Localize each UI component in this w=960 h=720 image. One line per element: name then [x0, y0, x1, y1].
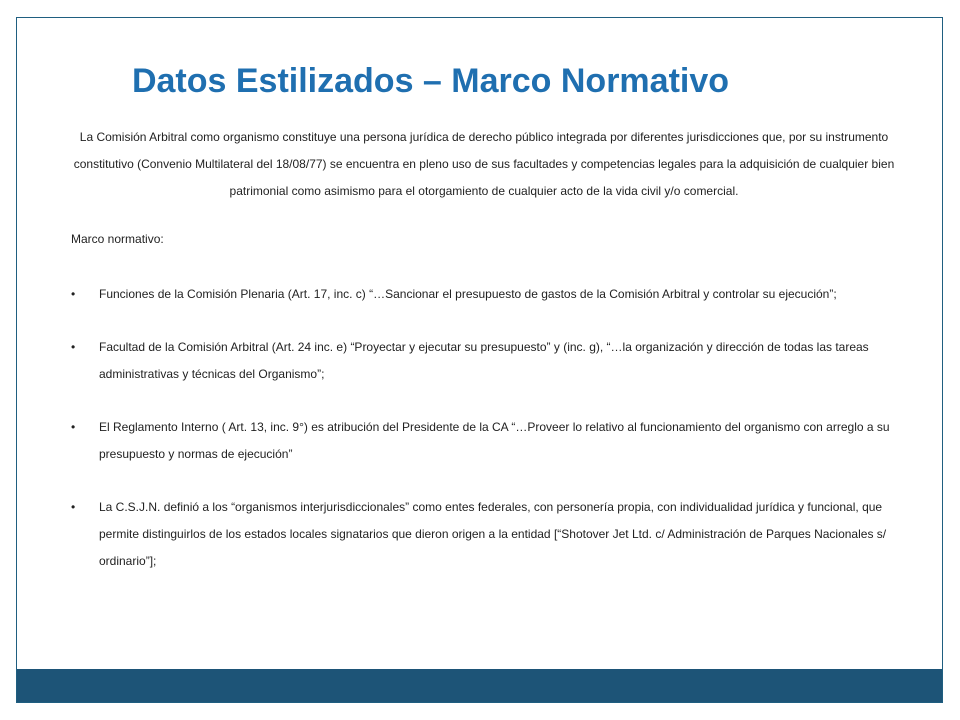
bullet-icon: • [71, 420, 76, 434]
intro-paragraph: La Comisión Arbitral como organismo constituye una persona jurídica de derecho público integrada por diferentes jurisdicciones que, por su instrumento constitutivo (Convenio Multilateral del 18/08/77) se encuentra en pleno uso de sus facultades y competencias legales para la adquisición de cualquier bien patrimonial como asimismo para el otorgamiento de cualquier acto de la vida civil y/o comercial. [73, 130, 895, 198]
bullet-icon: • [71, 500, 76, 514]
bullet-text: Facultad de la Comisión Arbitral (Art. 24 inc. e) “Proyectar y ejecutar su presupuesto” y (inc. g), “…la organización y dirección de todas las tareas administrativas y técnicas del Organismo”; [99, 340, 869, 381]
footer-bar [17, 669, 942, 702]
bullet-icon: • [71, 340, 76, 354]
bullet-list [17, 281, 944, 601]
bullet-text: La C.S.J.N. definió a los “organismos interjurisdiccionales” como entes federales, con personería propia, con individualidad jurídica y funcional, que permite distinguirlos de los estados locales signatarios que dieron origen a la entidad [“Shotover Jet Ltd. c/ Administración de Parques Nacionales s/ ordinario”]; [99, 500, 887, 568]
marco-normativo-label: Marco normativo: [71, 232, 164, 246]
bullet-text: Funciones de la Comisión Plenaria (Art. 17, inc. c) “…Sancionar el presupuesto de gastos de la Comisión Arbitral y controlar su ejecución”; [99, 287, 837, 301]
bullet-icon: • [71, 287, 76, 301]
bullet-item [17, 281, 944, 308]
bullet-item [17, 494, 944, 575]
bullet-item [17, 334, 944, 388]
slide [16, 17, 943, 703]
bullet-item [17, 414, 944, 468]
slide-title: Datos Estilizados – Marco Normativo [131, 62, 730, 100]
bullet-text: El Reglamento Interno ( Art. 13, inc. 9°) es atribución del Presidente de la CA “…Proveer lo relativo al funcionamiento del organismo con arreglo a su presupuesto y normas de ejecución” [99, 420, 890, 461]
